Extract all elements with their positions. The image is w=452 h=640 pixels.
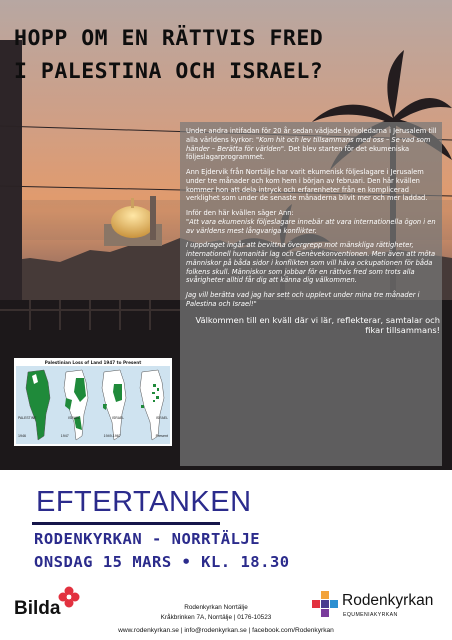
land-loss-map-card: [14, 358, 172, 446]
headline: [14, 22, 434, 88]
equmenia-cross-icon: [312, 591, 338, 617]
series-title: EFTERTANKEN: [36, 486, 252, 518]
event-datetime: ONSDAG 15 MARS • KL. 18.30: [34, 553, 290, 571]
rodenkyrkan-wordmark: Rodenkyrkan: [342, 592, 434, 609]
intro-quote: "Kom hit och lev tillsammans med oss – Se vad som händer – Berätta för världen".: [186, 135, 431, 153]
paragraph-intro: [186, 127, 440, 162]
rodenkyrkan-logo: [312, 590, 448, 626]
paragraph-mission: I uppdraget ingår att bevittna övergrepp mot mänskliga rättigheter, internationell humanitär lag och Genèvekonventionen. Men även att möta människor på båda sidor i konflikten som vill häva ockupationen för båda folkens skull. Människor som jobbar för en rättvis fred som trots alla svårigheter alltid får dig att känna dig välkommen.: [186, 241, 436, 285]
map-tag-present: ISRAEL: [155, 416, 168, 420]
org-address: Kråkbrinken 7A, Norrtälje | 0176-10523: [160, 614, 272, 621]
map-year-labels: [18, 434, 168, 438]
bilda-logo: [14, 586, 86, 620]
ann-says-intro: Inför den här kvällen säger Ann:: [186, 209, 294, 217]
event-place: RODENKYRKAN - NORRTÄLJE: [34, 530, 261, 548]
map-title: Palestinian Loss of Land 1947 to Present: [44, 360, 142, 365]
divider-rule: [32, 522, 220, 525]
map-tag-1949-1967: ISRAEL: [112, 416, 125, 420]
intro-text: Under andra intifadan för 20 år sedan vädjade kyrkoledarna i Jerusalem till alla världens kyrkor:: [186, 127, 437, 144]
map-label-1949-1967: 1949-1967: [103, 434, 121, 438]
paragraph-tell: Jag vill berätta vad jag har sett och upplevt under mina tre månader i Palestina och Israel!": [186, 291, 420, 308]
map-label-1946: 1946: [18, 434, 26, 438]
map-tag-1946: PALESTINE: [18, 416, 37, 420]
footer-links[interactable]: www.rodenkyrkan.se | info@rodenkyrkan.se | facebook.com/Rodenkyrkan: [118, 627, 334, 634]
welcome-text: Välkommen till en kväll där vi lär, reflekterar, samtalar och fikar tillsammans!: [195, 314, 440, 335]
map-tag-1947: ISRAEL: [68, 416, 81, 420]
headline-line-2: I PALESTINA OCH ISRAEL?: [14, 59, 324, 84]
contact-block: [130, 603, 302, 623]
ann-quote-1: "Att vara ekumenisk följeslagare innebär att vara internationella ögon i en av världens mest långvariga konflikter.: [186, 217, 436, 235]
equmeniakyrkan-subtitle: EQUMENIAKYRKAN: [343, 612, 398, 618]
headline-line-1: HOPP OM EN RÄTTVIS FRED: [14, 26, 324, 51]
intro-end: Det blev starten för det ekumeniska följeslagarprogrammet.: [186, 144, 410, 162]
map-panels: [14, 358, 172, 446]
org-name: Rodenkyrkan Norrtälje: [184, 604, 248, 611]
bilda-wordmark: Bilda: [14, 598, 61, 619]
map-region-labels: [18, 416, 168, 420]
map-label-present: Present: [155, 434, 168, 438]
paragraph-ann: Ann Ejdervik från Norrtälje har varit ekumenisk följeslagare i Jerusalem under tre månader och kom hem i början av februari. Den här kvällen kommer hon att dela intryck och erfarenheter från en komplicerad verklighet som under de senaste månaderna blivit mer och mer laddad.: [186, 168, 428, 203]
map-label-1947: 1947: [60, 434, 69, 438]
body-text: [186, 127, 440, 342]
paragraph-ann-says: [186, 209, 440, 235]
